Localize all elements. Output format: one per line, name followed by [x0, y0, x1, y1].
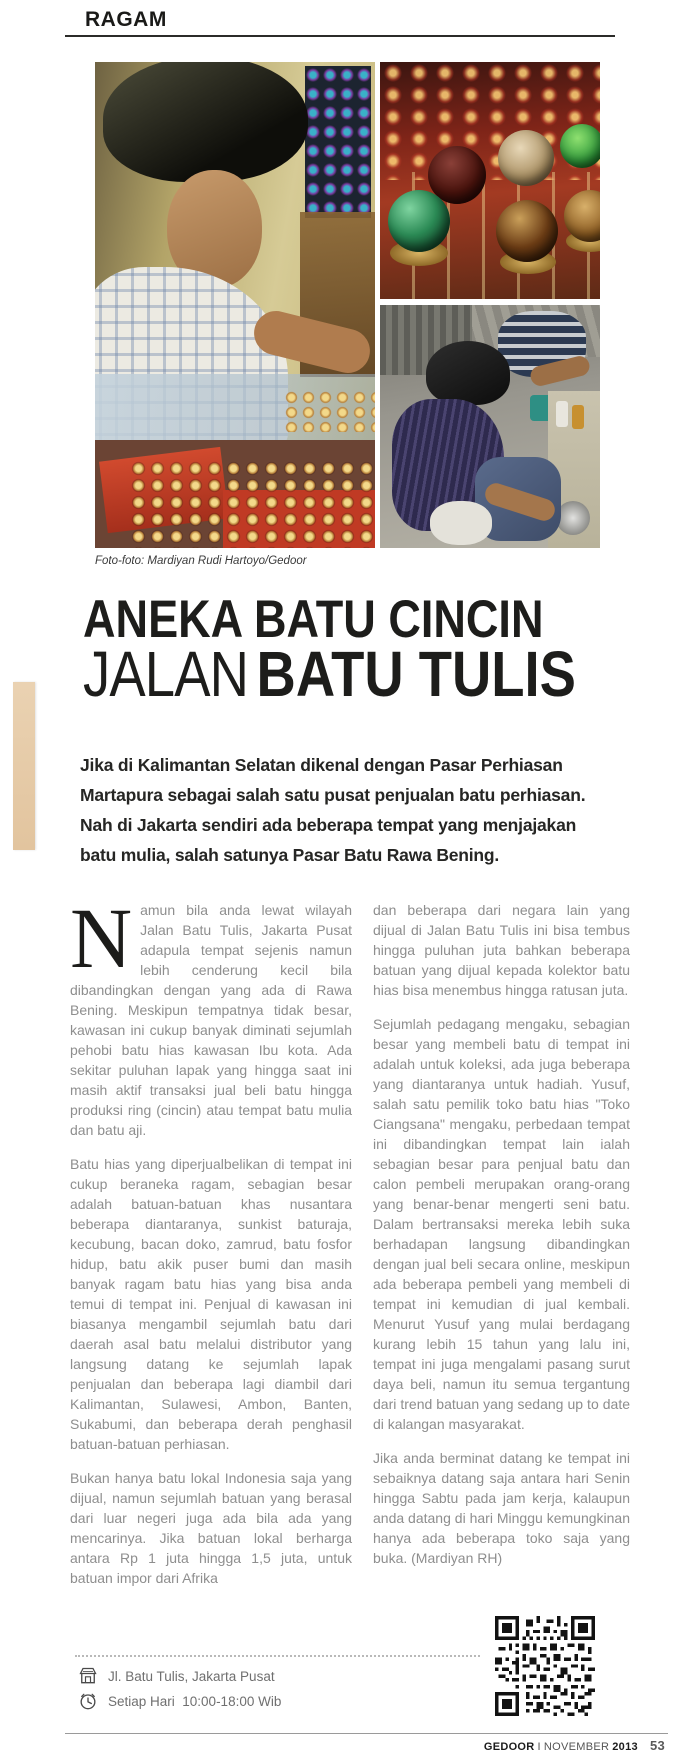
issue-year: 2013 [612, 1741, 638, 1753]
article-column-right [373, 900, 630, 1582]
paragraph: Batu hias yang diperjualbelikan di tempat ini cukup beraneka ragam, sebagian besar adalah batuan-batuan khas nusantara beberapa diantaranya, sunkist baturaja, kecubung, bacan doko, zamrud, batu fosfor hidup, batu akik puser bumi dan masih banyak ragam batu hias yang bisa anda temui di tempat ini. Penjual di kawasan ini biasanya mengambil sejumlah batu dari daerah asal batu melalui distributor yang langsung datang ke sejumlah lapak penjualan dan beberapa lagi diambil dari Kalimantan, Sulawesi, Ambon, Banten, Sukabumi, dan beberapa derah penghasil batuan-batuan perhiasan. [70, 1156, 352, 1452]
section-title: RAGAM [85, 8, 167, 31]
magazine-name: GEDOOR [483, 1741, 535, 1753]
paragraph [70, 890, 352, 1140]
issue-month: NOVEMBER [543, 1741, 610, 1753]
page-number: 53 [649, 1738, 665, 1753]
article-headline [83, 590, 576, 710]
dotted-separator [75, 1655, 480, 1657]
paragraph: Sejumlah pedagang mengaku, sebagian besar yang membeli batu di tempat ini adalah untuk koleksi, ada juga beberapa yang diantaranya untuk hadiah. Yusuf, salah satu pemilik toko batu hias "Toko Ciangsana" mengaku, perbedaan tempat ini dibandingkan tempat lain ialah sebagian besar para penjual batu dan calon pembeli merupakan orang-orang yang benar-benar mengerti seni batu. Dalam bertransaksi mereka lebih suka berhadapan langsung dibandingkan dengan jual beli secara online, meskipun ada beberapa pembeli yang membeli di tempat ini kemudian di jual kembali. Menurut Yusuf yang mulai berdagang kurang lebih 15 tahun yang lalu ini, tempat ini juga mengalami pasang surut daya beli, namun itu semua tergantung dari trend batuan yang sedang up to date di kalangan masyarakat. [373, 1016, 630, 1432]
headline-line2-bold: BATU TULIS [256, 638, 576, 710]
clock-icon [78, 1691, 98, 1711]
headline-line1: ANEKA BATU CINCIN [83, 590, 544, 649]
paragraph: Bukan hanya batu lokal Indonesia saja yang dijual, namun sejumlah batuan yang berasal dari luar negeri juga ada bila ada yang mencarinya. Jika batuan lokal berharga antara Rp 1 juta hingga 1,5 juta, untuk batuan impor dari Afrika [70, 1470, 352, 1586]
paragraph: Jika anda berminat datang ke tempat ini sebaiknya datang saja antara hari Senin hingga Sabtu pada jam kerja, kalaupun anda datang di hari Minggu kemungkinan hanya ada beberapa toko saja yang buka. (Mardiyan RH) [373, 1450, 630, 1566]
photo-gemstone-rings [380, 62, 600, 299]
article-lead: Jika di Kalimantan Selatan dikenal dengan Pasar Perhiasan Martapura sebagai salah satu pusat penjualan batu perhiasan. Nah di Jakarta sendiri ada beberapa tempat yang menjajakan batu mulia, salah satunya Pasar Batu Rawa Bening. [80, 755, 586, 865]
market-stall-icon [78, 1666, 98, 1686]
hours-row [78, 1691, 281, 1711]
headline-line2 [83, 638, 576, 710]
photo-stone-craftsman [380, 305, 600, 548]
footer-rule [65, 1733, 668, 1734]
hours-text: Setiap Hari 10:00-18:00 Wib [108, 1693, 282, 1709]
headline-line2-light: JALAN [83, 638, 249, 710]
address-row [78, 1666, 275, 1686]
adjacent-page-edge [13, 682, 35, 850]
address-text: Jl. Batu Tulis, Jakarta Pusat [108, 1668, 275, 1684]
photo-credit: Foto-foto: Mardiyan Rudi Hartoyo/Gedoor [95, 555, 307, 567]
footer-separator: I [537, 1741, 541, 1753]
photo-ring-vendor [95, 62, 375, 548]
drop-cap: N [70, 890, 133, 986]
section-header [65, 8, 615, 37]
page-footer [484, 1738, 665, 1753]
paragraph-text: amun bila anda lewat wilayah Jalan Batu Tulis, Jakarta Pusat adapula tempat sejenis namun lebih cenderung kecil bila dibandingkan dengan yang ada di Rawa Bening. Meskipun tempatnya tidak besar, kawasan ini cukup banyak diminati sejumlah pehobi batu hias kawasan Ibu kota. Ada sekitar puluhan lapak yang hingga saat ini masih aktif transaksi jual beli batu hingga produksi ring (cincin) atau tempat batu mulia dan batu aji. [70, 902, 352, 1138]
paragraph: dan beberapa dari negara lain yang dijual di Jalan Batu Tulis ini bisa tembus hingga puluhan juta bahkan beberapa batuan yang dijual kepada kolektor batu hias bisa menembus hingga ratusan juta. [373, 902, 630, 998]
section-rule [65, 35, 615, 37]
qr-code [495, 1616, 595, 1716]
article-column-left [70, 890, 352, 1602]
